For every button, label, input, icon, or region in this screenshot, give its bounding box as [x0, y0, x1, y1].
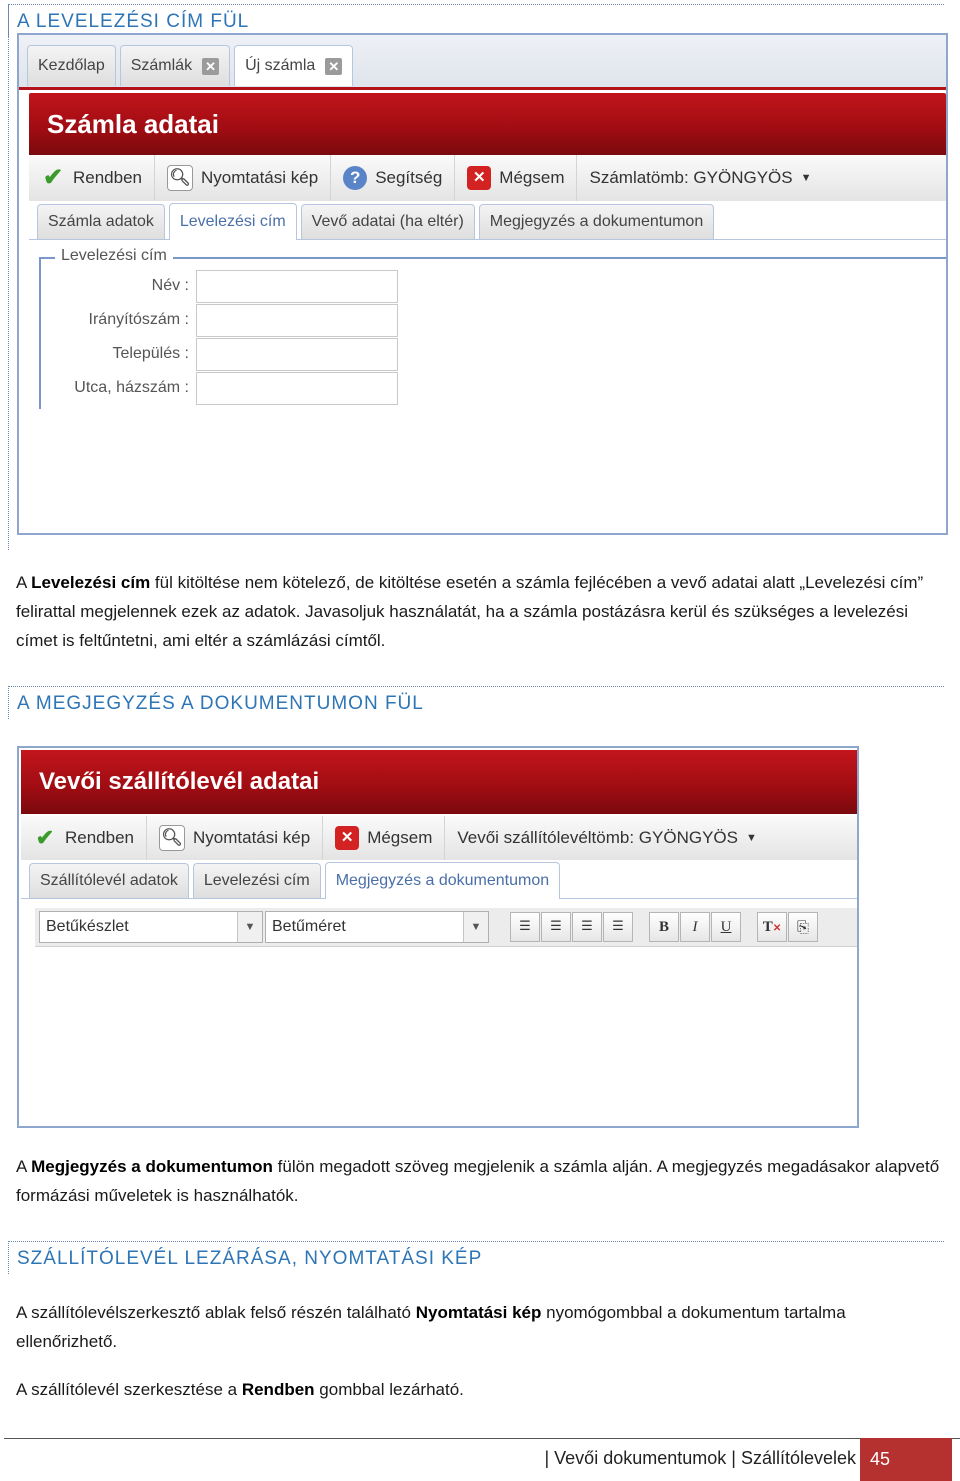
paragraph-levelezesi: [16, 568, 940, 655]
cancel-icon: ✕: [335, 826, 359, 850]
underline-label: U: [720, 919, 732, 935]
subtab-vevo-adatai[interactable]: [301, 204, 475, 239]
checkmark-icon: ✔: [35, 825, 55, 850]
text: A: [16, 1157, 32, 1176]
zip-label: Irányítószám :: [88, 311, 189, 328]
delivery-block-dropdown[interactable]: [445, 816, 769, 860]
cancel-button[interactable]: [455, 155, 577, 201]
tab-uj-szamla[interactable]: [234, 45, 353, 86]
tab-kezdolap[interactable]: [27, 45, 116, 86]
cancel-icon: ✕: [467, 166, 491, 190]
block-label: Számlatömb: GYÖNGYÖS: [589, 168, 793, 187]
ok-label: Rendben: [65, 828, 135, 847]
print-preview-button[interactable]: [155, 155, 331, 201]
italic-button[interactable]: [680, 912, 710, 942]
bold-button[interactable]: [649, 912, 679, 942]
clear-format-icon[interactable]: T✕: [757, 912, 787, 942]
font-size-select[interactable]: [265, 911, 489, 943]
page-number-text: 45: [870, 1449, 891, 1469]
help-label: Segítség: [375, 168, 443, 187]
paste-clean-icon[interactable]: ⎘: [788, 912, 818, 942]
action-toolbar: [21, 816, 857, 861]
chevron-down-icon: ▼: [745, 832, 757, 844]
dotted-margin-line: [8, 4, 9, 550]
subtab-label: Számla adatok: [48, 213, 154, 230]
ok-button[interactable]: [21, 816, 147, 860]
paragraph-rendben: [16, 1375, 940, 1404]
text: A szállítólevél szerkesztése a: [16, 1380, 242, 1399]
subtab-label: Levelezési cím: [179, 213, 286, 230]
text: fülön megadott szöveg megjelenik a számla alján. A megjegyzés megadásakor alapvető formázási műveletek is használhatók.: [16, 1157, 940, 1205]
cancel-button[interactable]: [323, 816, 445, 860]
bold-label: B: [658, 919, 669, 935]
page-number: [860, 1438, 952, 1481]
ok-button[interactable]: [29, 155, 155, 201]
chevron-down-icon: ▼: [800, 172, 812, 184]
align-justify-icon[interactable]: ☰: [603, 912, 633, 942]
street-field[interactable]: [196, 372, 398, 405]
subtab-szamla-adatok[interactable]: [37, 204, 165, 239]
name-field[interactable]: [196, 270, 398, 303]
subtab-label: Megjegyzés a dokumentumon: [335, 872, 550, 889]
section-heading-lezaras: [8, 1241, 944, 1274]
select-value: Betűkészlet: [46, 918, 129, 935]
section-heading-megjegyzes: [8, 686, 944, 719]
bold-term: Megjegyzés a dokumentumon: [31, 1157, 273, 1176]
align-center-icon[interactable]: ☰: [541, 912, 571, 942]
zip-field[interactable]: [196, 304, 398, 337]
note-editor-area[interactable]: [35, 947, 857, 1126]
street-label: Utca, házszám :: [74, 379, 189, 396]
align-right-icon[interactable]: ☰: [572, 912, 602, 942]
cancel-label: Mégsem: [367, 828, 433, 847]
subtab-levelezesi-cim[interactable]: [193, 863, 321, 898]
fieldset-legend: Levelezési cím: [55, 247, 173, 265]
footer-text: | Vevői dokumentumok | Szállítólevelek: [544, 1448, 856, 1468]
subtab-megjegyzes[interactable]: [479, 204, 714, 239]
close-icon[interactable]: ✕: [325, 58, 342, 75]
delivery-note-screenshot: [17, 746, 859, 1128]
window-title-bar: [21, 750, 857, 814]
section-heading-text: A MEGJEGYZÉS A DOKUMENTUMON FÜL: [17, 693, 424, 714]
text: fül kitöltése nem kötelező, de kitöltése esetén a számla fejlécében a vevő adatai alatt „Levelezési cím” felirattal megjelennek ezek az adatok. Javasoljuk használatát, ha a számla postázásra kerül és szükséges a levelezési címet is feltűntetni, ami eltér a számlázási címtől.: [16, 573, 924, 650]
font-family-select[interactable]: [39, 911, 263, 943]
tab-label: Számlák: [130, 57, 193, 74]
footer-rule: [4, 1438, 960, 1439]
ok-label: Rendben: [73, 168, 143, 187]
underline-button[interactable]: [711, 912, 741, 942]
subtab-label: Megjegyzés a dokumentumon: [489, 213, 704, 230]
tab-label: Kezdőlap: [38, 57, 105, 74]
subtab-label: Levelezési cím: [203, 872, 310, 889]
block-label: Vevői szállítólevéltömb: GYÖNGYÖS: [457, 828, 738, 847]
tab-label: Új számla: [245, 57, 316, 74]
section-heading-text: SZÁLLÍTÓLEVÉL LEZÁRÁSA, NYOMTATÁSI KÉP: [17, 1248, 483, 1269]
chevron-down-icon: ▼: [463, 912, 488, 942]
city-label: Település :: [112, 345, 189, 362]
editor-toolbar: [35, 908, 857, 947]
invoice-block-dropdown[interactable]: [577, 155, 823, 201]
italic-label: I: [692, 919, 698, 935]
select-value: Betűméret: [272, 918, 346, 935]
paragraph-megjegyzes: [16, 1152, 940, 1210]
paragraph-nyomtatasi-kep: [16, 1298, 940, 1356]
print-preview-button[interactable]: [147, 816, 323, 860]
text: nyomógombbal a dokumentum tartalma ellenőrizhető.: [16, 1303, 846, 1351]
help-icon: ?: [343, 166, 367, 190]
tab-szamlak[interactable]: [120, 45, 230, 86]
subtab-label: Szállítólevél adatok: [40, 872, 178, 889]
align-left-icon[interactable]: ☰: [510, 912, 540, 942]
bold-term: Rendben: [241, 1380, 315, 1399]
print-preview-icon: 🔍︎: [167, 165, 193, 191]
subtab-levelezesi-cim[interactable]: [169, 203, 297, 240]
name-label: Név :: [151, 277, 189, 294]
window-title: Számla adatai: [47, 109, 219, 139]
checkmark-icon: ✔: [42, 164, 64, 191]
help-button[interactable]: [331, 155, 455, 201]
print-label: Nyomtatási kép: [201, 168, 319, 187]
bold-term: Nyomtatási kép: [415, 1303, 542, 1322]
text: gombbal lezárható.: [314, 1380, 464, 1399]
window-title: Vevői szállítólevél adatai: [39, 768, 320, 795]
bold-term: Levelezési cím: [31, 573, 151, 592]
cancel-label: Mégsem: [499, 168, 565, 187]
window-title-bar: [29, 93, 946, 155]
section-heading-text: A LEVELEZÉSI CÍM FÜL: [17, 11, 250, 32]
subtab-label: Vevő adatai (ha eltér): [311, 213, 464, 230]
invoice-screenshot: [17, 33, 948, 535]
text: A: [16, 573, 32, 592]
subtab-bar: [21, 860, 857, 899]
chevron-down-icon: ▼: [237, 912, 262, 942]
action-toolbar: [29, 155, 946, 202]
close-icon[interactable]: ✕: [202, 58, 219, 75]
print-label: Nyomtatási kép: [193, 828, 311, 847]
text: A szállítólevélszerkesztő ablak felső részén található: [16, 1303, 416, 1322]
city-field[interactable]: [196, 338, 398, 371]
subtab-bar: [29, 201, 946, 240]
subtab-szallitolevel-adatok[interactable]: [29, 863, 189, 898]
print-preview-icon: 🔍︎: [159, 825, 185, 851]
subtab-megjegyzes[interactable]: [325, 862, 560, 899]
top-tab-bar: [19, 35, 946, 90]
